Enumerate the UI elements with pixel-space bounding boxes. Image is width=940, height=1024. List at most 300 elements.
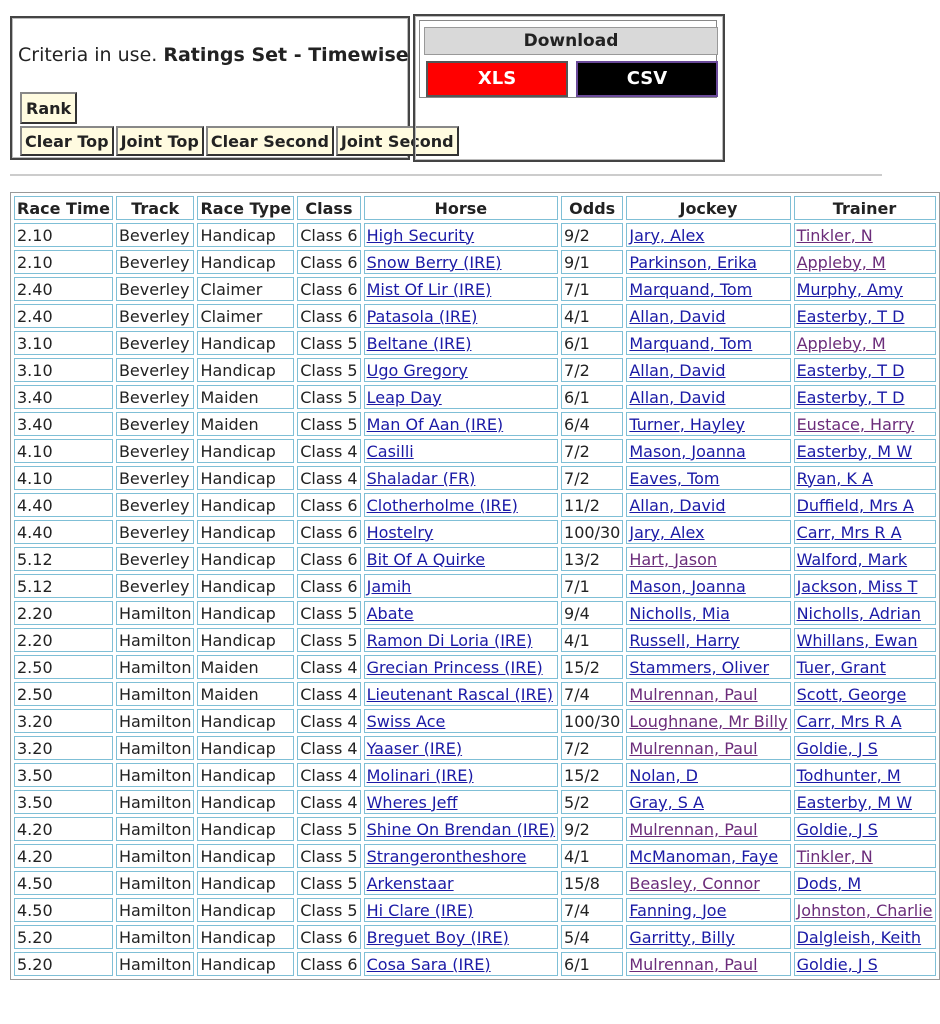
jockey-cell bbox=[626, 844, 790, 868]
race-type-cell: Claimer bbox=[197, 304, 294, 328]
odds-cell: 6/4 bbox=[561, 412, 623, 436]
download-box bbox=[419, 20, 717, 98]
class-cell: Class 4 bbox=[297, 790, 360, 814]
track-cell: Hamilton bbox=[116, 817, 195, 841]
jockey-cell bbox=[626, 385, 790, 409]
race-type-cell: Handicap bbox=[197, 952, 294, 976]
race-type-cell: Maiden bbox=[197, 682, 294, 706]
horse-link[interactable]: Leap Day bbox=[366, 387, 442, 407]
trainer-link[interactable]: Goldie, J S bbox=[796, 819, 878, 839]
odds-cell: 6/1 bbox=[561, 385, 623, 409]
jockey-cell bbox=[626, 304, 790, 328]
trainer-cell bbox=[794, 628, 936, 652]
race-results-table bbox=[10, 192, 940, 980]
race-type-cell: Handicap bbox=[197, 466, 294, 490]
trainer-cell bbox=[794, 466, 936, 490]
trainer-cell bbox=[794, 709, 936, 733]
race-time-cell: 5.12 bbox=[14, 547, 113, 571]
jockey-link[interactable]: Mulrennan, Paul bbox=[629, 819, 758, 839]
jockey-cell bbox=[626, 547, 790, 571]
trainer-link[interactable]: Tuer, Grant bbox=[796, 657, 886, 677]
jockey-link[interactable]: Mulrennan, Paul bbox=[629, 954, 758, 974]
race-type-cell: Maiden bbox=[197, 385, 294, 409]
trainer-cell bbox=[794, 952, 936, 976]
criteria-prefix: Criteria in use. bbox=[18, 44, 158, 66]
race-type-cell: Handicap bbox=[197, 790, 294, 814]
trainer-link[interactable]: Carr, Mrs R A bbox=[796, 711, 902, 731]
odds-cell: 13/2 bbox=[561, 547, 623, 571]
trainer-cell bbox=[794, 358, 936, 382]
trainer-cell bbox=[794, 331, 936, 355]
horse-cell bbox=[364, 952, 558, 976]
trainer-link[interactable]: Easterby, T D bbox=[796, 306, 905, 326]
jockey-cell bbox=[626, 358, 790, 382]
column-header-trainer[interactable]: Trainer bbox=[794, 196, 936, 220]
xls-download-button[interactable]: XLS bbox=[426, 61, 568, 97]
race-time-cell: 2.50 bbox=[14, 682, 113, 706]
jockey-cell bbox=[626, 790, 790, 814]
table-row bbox=[14, 385, 936, 409]
jockey-link[interactable]: Russell, Harry bbox=[629, 630, 740, 650]
class-cell: Class 5 bbox=[297, 871, 360, 895]
track-cell: Beverley bbox=[116, 412, 195, 436]
trainer-cell bbox=[794, 790, 936, 814]
trainer-link[interactable]: Eustace, Harry bbox=[796, 414, 915, 434]
trainer-cell bbox=[794, 385, 936, 409]
trainer-cell bbox=[794, 547, 936, 571]
class-cell: Class 4 bbox=[297, 466, 360, 490]
horse-link[interactable]: Molinari (IRE) bbox=[366, 765, 474, 785]
trainer-cell bbox=[794, 682, 936, 706]
horse-link[interactable]: Clotherholme (IRE) bbox=[366, 495, 518, 515]
race-time-cell: 5.12 bbox=[14, 574, 113, 598]
horse-link[interactable]: Patasola (IRE) bbox=[366, 306, 478, 326]
table-header-row bbox=[14, 196, 936, 220]
horse-cell bbox=[364, 493, 558, 517]
jockey-cell bbox=[626, 574, 790, 598]
horse-cell bbox=[364, 871, 558, 895]
table-row bbox=[14, 250, 936, 274]
trainer-link[interactable]: Carr, Mrs R A bbox=[796, 522, 902, 542]
trainer-cell bbox=[794, 277, 936, 301]
horse-cell bbox=[364, 385, 558, 409]
horse-link[interactable]: Cosa Sara (IRE) bbox=[366, 954, 491, 974]
race-type-cell: Handicap bbox=[197, 520, 294, 544]
jockey-link[interactable]: Beasley, Connor bbox=[629, 873, 760, 893]
jockey-link[interactable]: Turner, Hayley bbox=[629, 414, 745, 434]
table-row bbox=[14, 493, 936, 517]
criteria-panel bbox=[10, 16, 454, 160]
horse-cell bbox=[364, 223, 558, 247]
track-cell: Beverley bbox=[116, 439, 195, 463]
table-row bbox=[14, 682, 936, 706]
jockey-cell bbox=[626, 871, 790, 895]
trainer-cell bbox=[794, 871, 936, 895]
class-cell: Class 6 bbox=[297, 925, 360, 949]
trainer-link[interactable]: Walford, Mark bbox=[796, 549, 908, 569]
horse-link[interactable]: Bit Of A Quirke bbox=[366, 549, 486, 569]
race-type-cell: Handicap bbox=[197, 493, 294, 517]
race-time-cell: 3.10 bbox=[14, 331, 113, 355]
class-cell: Class 6 bbox=[297, 547, 360, 571]
race-time-cell: 3.50 bbox=[14, 763, 113, 787]
horse-link[interactable]: Beltane (IRE) bbox=[366, 333, 472, 353]
jockey-link[interactable]: McManoman, Faye bbox=[629, 846, 779, 866]
class-cell: Class 5 bbox=[297, 898, 360, 922]
rank-button[interactable]: Rank bbox=[20, 92, 77, 124]
track-cell: Hamilton bbox=[116, 898, 195, 922]
trainer-link[interactable]: Appleby, M bbox=[796, 252, 886, 272]
trainer-cell bbox=[794, 250, 936, 274]
race-time-cell: 2.40 bbox=[14, 277, 113, 301]
class-cell: Class 6 bbox=[297, 304, 360, 328]
horse-link[interactable]: Ugo Gregory bbox=[366, 360, 468, 380]
odds-cell: 7/2 bbox=[561, 466, 623, 490]
race-time-cell: 4.50 bbox=[14, 898, 113, 922]
clear-top-button[interactable]: Clear Top bbox=[20, 126, 114, 156]
horse-cell bbox=[364, 844, 558, 868]
trainer-cell bbox=[794, 412, 936, 436]
odds-cell: 100/30 bbox=[561, 520, 623, 544]
odds-cell: 9/2 bbox=[561, 223, 623, 247]
jockey-link[interactable]: Eaves, Tom bbox=[629, 468, 720, 488]
class-cell: Class 6 bbox=[297, 223, 360, 247]
trainer-link[interactable]: Goldie, J S bbox=[796, 738, 878, 758]
table-row bbox=[14, 763, 936, 787]
trainer-link[interactable]: Easterby, M W bbox=[796, 792, 913, 812]
horse-link[interactable]: Mist Of Lir (IRE) bbox=[366, 279, 492, 299]
jockey-link[interactable]: Nicholls, Mia bbox=[629, 603, 730, 623]
odds-cell: 9/1 bbox=[561, 250, 623, 274]
trainer-cell bbox=[794, 925, 936, 949]
class-cell: Class 5 bbox=[297, 844, 360, 868]
race-type-cell: Handicap bbox=[197, 925, 294, 949]
race-time-cell: 4.10 bbox=[14, 439, 113, 463]
track-cell: Beverley bbox=[116, 277, 195, 301]
column-header-odds[interactable]: Odds bbox=[561, 196, 623, 220]
jockey-link[interactable]: Mason, Joanna bbox=[629, 441, 746, 461]
horse-cell bbox=[364, 790, 558, 814]
horse-cell bbox=[364, 898, 558, 922]
table-row bbox=[14, 898, 936, 922]
jockey-link[interactable]: Allan, David bbox=[629, 306, 726, 326]
class-cell: Class 4 bbox=[297, 736, 360, 760]
class-cell: Class 5 bbox=[297, 412, 360, 436]
trainer-cell bbox=[794, 439, 936, 463]
horse-link[interactable]: Grecian Princess (IRE) bbox=[366, 657, 543, 677]
race-type-cell: Handicap bbox=[197, 358, 294, 382]
odds-cell: 4/1 bbox=[561, 844, 623, 868]
race-type-cell: Handicap bbox=[197, 439, 294, 463]
horse-link[interactable]: Abate bbox=[366, 603, 414, 623]
odds-cell: 15/2 bbox=[561, 763, 623, 787]
divider bbox=[10, 174, 882, 176]
jockey-cell bbox=[626, 925, 790, 949]
horse-cell bbox=[364, 304, 558, 328]
trainer-link[interactable]: Ryan, K A bbox=[796, 468, 873, 488]
horse-link[interactable]: Jamih bbox=[366, 576, 412, 596]
jockey-link[interactable]: Allan, David bbox=[629, 360, 726, 380]
trainer-link[interactable]: Johnston, Charlie bbox=[796, 900, 933, 920]
trainer-link[interactable]: Todhunter, M bbox=[796, 765, 901, 785]
jockey-link[interactable]: Parkinson, Erika bbox=[629, 252, 757, 272]
table-row bbox=[14, 412, 936, 436]
track-cell: Beverley bbox=[116, 331, 195, 355]
jockey-cell bbox=[626, 520, 790, 544]
table-row bbox=[14, 601, 936, 625]
table-row bbox=[14, 331, 936, 355]
track-cell: Beverley bbox=[116, 358, 195, 382]
track-cell: Hamilton bbox=[116, 601, 195, 625]
track-cell: Hamilton bbox=[116, 709, 195, 733]
table-row bbox=[14, 466, 936, 490]
table-row bbox=[14, 547, 936, 571]
race-time-cell: 3.10 bbox=[14, 358, 113, 382]
race-type-cell: Handicap bbox=[197, 709, 294, 733]
clear-second-button[interactable]: Clear Second bbox=[206, 126, 334, 156]
odds-cell: 7/4 bbox=[561, 682, 623, 706]
trainer-cell bbox=[794, 817, 936, 841]
horse-cell bbox=[364, 925, 558, 949]
column-header-race-type[interactable]: Race Type bbox=[197, 196, 294, 220]
odds-cell: 7/1 bbox=[561, 574, 623, 598]
horse-link[interactable]: Man Of Aan (IRE) bbox=[366, 414, 504, 434]
column-header-track[interactable]: Track bbox=[116, 196, 195, 220]
trainer-link[interactable]: Appleby, M bbox=[796, 333, 886, 353]
trainer-link[interactable]: Dalgleish, Keith bbox=[796, 927, 922, 947]
column-header-jockey[interactable]: Jockey bbox=[626, 196, 790, 220]
horse-link[interactable]: Arkenstaar bbox=[366, 873, 454, 893]
table-row bbox=[14, 358, 936, 382]
criteria-text bbox=[18, 44, 409, 66]
trainer-link[interactable]: Easterby, M W bbox=[796, 441, 913, 461]
jockey-link[interactable]: Jary, Alex bbox=[629, 522, 705, 542]
trainer-link[interactable]: Goldie, J S bbox=[796, 954, 878, 974]
track-cell: Hamilton bbox=[116, 655, 195, 679]
horse-cell bbox=[364, 628, 558, 652]
trainer-cell bbox=[794, 844, 936, 868]
jockey-link[interactable]: Marquand, Tom bbox=[629, 279, 753, 299]
table-row bbox=[14, 277, 936, 301]
jockey-link[interactable]: Loughnane, Mr Billy bbox=[629, 711, 788, 731]
track-cell: Beverley bbox=[116, 466, 195, 490]
race-time-cell: 2.40 bbox=[14, 304, 113, 328]
trainer-link[interactable]: Tinkler, N bbox=[796, 846, 873, 866]
class-cell: Class 4 bbox=[297, 655, 360, 679]
class-cell: Class 6 bbox=[297, 574, 360, 598]
jockey-cell bbox=[626, 439, 790, 463]
race-type-cell: Handicap bbox=[197, 250, 294, 274]
trainer-link[interactable]: Easterby, T D bbox=[796, 387, 905, 407]
class-cell: Class 4 bbox=[297, 682, 360, 706]
trainer-cell bbox=[794, 493, 936, 517]
jockey-link[interactable]: Allan, David bbox=[629, 495, 726, 515]
jockey-cell bbox=[626, 682, 790, 706]
horse-link[interactable]: Hi Clare (IRE) bbox=[366, 900, 474, 920]
trainer-cell bbox=[794, 736, 936, 760]
odds-cell: 7/1 bbox=[561, 277, 623, 301]
horse-link[interactable]: Strangerontheshore bbox=[366, 846, 527, 866]
trainer-link[interactable]: Tinkler, N bbox=[796, 225, 873, 245]
race-time-cell: 5.20 bbox=[14, 925, 113, 949]
race-time-cell: 4.40 bbox=[14, 493, 113, 517]
odds-cell: 11/2 bbox=[561, 493, 623, 517]
jockey-link[interactable]: Jary, Alex bbox=[629, 225, 705, 245]
table-row bbox=[14, 736, 936, 760]
jockey-cell bbox=[626, 898, 790, 922]
trainer-link[interactable]: Easterby, T D bbox=[796, 360, 905, 380]
race-time-cell: 4.10 bbox=[14, 466, 113, 490]
jockey-link[interactable]: Gray, S A bbox=[629, 792, 704, 812]
trainer-link[interactable]: Whillans, Ewan bbox=[796, 630, 918, 650]
odds-cell: 6/1 bbox=[561, 952, 623, 976]
horse-cell bbox=[364, 709, 558, 733]
trainer-cell bbox=[794, 898, 936, 922]
track-cell: Beverley bbox=[116, 385, 195, 409]
horse-cell bbox=[364, 439, 558, 463]
class-cell: Class 4 bbox=[297, 763, 360, 787]
jockey-link[interactable]: Marquand, Tom bbox=[629, 333, 753, 353]
column-header-race-time[interactable]: Race Time bbox=[14, 196, 113, 220]
trainer-cell bbox=[794, 601, 936, 625]
race-type-cell: Handicap bbox=[197, 763, 294, 787]
race-time-cell: 3.40 bbox=[14, 385, 113, 409]
table-row bbox=[14, 655, 936, 679]
class-cell: Class 5 bbox=[297, 628, 360, 652]
horse-link[interactable]: Snow Berry (IRE) bbox=[366, 252, 502, 272]
joint-top-button[interactable]: Joint Top bbox=[116, 126, 204, 156]
horse-cell bbox=[364, 574, 558, 598]
trainer-cell bbox=[794, 304, 936, 328]
race-time-cell: 2.20 bbox=[14, 628, 113, 652]
csv-download-button[interactable]: CSV bbox=[576, 61, 718, 97]
download-title: Download bbox=[424, 27, 718, 55]
odds-cell: 4/1 bbox=[561, 304, 623, 328]
race-type-cell: Handicap bbox=[197, 601, 294, 625]
jockey-cell bbox=[626, 250, 790, 274]
horse-cell bbox=[364, 763, 558, 787]
horse-link[interactable]: Lieutenant Rascal (IRE) bbox=[366, 684, 553, 704]
horse-cell bbox=[364, 736, 558, 760]
jockey-link[interactable]: Fanning, Joe bbox=[629, 900, 727, 920]
race-type-cell: Maiden bbox=[197, 412, 294, 436]
jockey-link[interactable]: Mason, Joanna bbox=[629, 576, 746, 596]
track-cell: Hamilton bbox=[116, 736, 195, 760]
horse-link[interactable]: Shine On Brendan (IRE) bbox=[366, 819, 556, 839]
track-cell: Beverley bbox=[116, 223, 195, 247]
trainer-cell bbox=[794, 763, 936, 787]
class-cell: Class 6 bbox=[297, 277, 360, 301]
column-header-horse[interactable]: Horse bbox=[364, 196, 558, 220]
class-cell: Class 6 bbox=[297, 250, 360, 274]
track-cell: Hamilton bbox=[116, 682, 195, 706]
odds-cell: 7/2 bbox=[561, 736, 623, 760]
horse-link[interactable]: Ramon Di Loria (IRE) bbox=[366, 630, 533, 650]
race-type-cell: Handicap bbox=[197, 736, 294, 760]
class-cell: Class 6 bbox=[297, 520, 360, 544]
jockey-link[interactable]: Nolan, D bbox=[629, 765, 698, 785]
trainer-cell bbox=[794, 520, 936, 544]
odds-cell: 7/4 bbox=[561, 898, 623, 922]
race-type-cell: Handicap bbox=[197, 331, 294, 355]
jockey-link[interactable]: Garritty, Billy bbox=[629, 927, 735, 947]
jockey-cell bbox=[626, 493, 790, 517]
jockey-link[interactable]: Allan, David bbox=[629, 387, 726, 407]
horse-link[interactable]: Casilli bbox=[366, 441, 414, 461]
horse-link[interactable]: Swiss Ace bbox=[366, 711, 446, 731]
odds-cell: 7/2 bbox=[561, 358, 623, 382]
table-row bbox=[14, 925, 936, 949]
horse-link[interactable]: Yaaser (IRE) bbox=[366, 738, 463, 758]
criteria-button-row bbox=[20, 126, 459, 156]
odds-cell: 5/2 bbox=[561, 790, 623, 814]
trainer-link[interactable]: Jackson, Miss T bbox=[796, 576, 918, 596]
race-time-cell: 2.50 bbox=[14, 655, 113, 679]
odds-cell: 15/8 bbox=[561, 871, 623, 895]
horse-link[interactable]: Wheres Jeff bbox=[366, 792, 458, 812]
horse-link[interactable]: Hostelry bbox=[366, 522, 434, 542]
column-header-class[interactable]: Class bbox=[297, 196, 360, 220]
joint-second-button[interactable]: Joint Second bbox=[336, 126, 459, 156]
race-time-cell: 3.20 bbox=[14, 709, 113, 733]
jockey-cell bbox=[626, 223, 790, 247]
trainer-link[interactable]: Scott, George bbox=[796, 684, 907, 704]
table-row bbox=[14, 709, 936, 733]
race-type-cell: Handicap bbox=[197, 898, 294, 922]
race-type-cell: Claimer bbox=[197, 277, 294, 301]
race-type-cell: Maiden bbox=[197, 655, 294, 679]
horse-cell bbox=[364, 358, 558, 382]
race-time-cell: 2.20 bbox=[14, 601, 113, 625]
track-cell: Beverley bbox=[116, 574, 195, 598]
track-cell: Hamilton bbox=[116, 628, 195, 652]
criteria-set-name: Ratings Set - Timewise bbox=[163, 44, 409, 66]
horse-cell bbox=[364, 817, 558, 841]
race-time-cell: 3.20 bbox=[14, 736, 113, 760]
jockey-link[interactable]: Mulrennan, Paul bbox=[629, 738, 758, 758]
race-time-cell: 3.50 bbox=[14, 790, 113, 814]
jockey-cell bbox=[626, 709, 790, 733]
jockey-cell bbox=[626, 736, 790, 760]
odds-cell: 6/1 bbox=[561, 331, 623, 355]
class-cell: Class 6 bbox=[297, 952, 360, 976]
race-type-cell: Handicap bbox=[197, 223, 294, 247]
trainer-link[interactable]: Nicholls, Adrian bbox=[796, 603, 921, 623]
track-cell: Beverley bbox=[116, 304, 195, 328]
trainer-link[interactable]: Duffield, Mrs A bbox=[796, 495, 914, 515]
odds-cell: 15/2 bbox=[561, 655, 623, 679]
track-cell: Hamilton bbox=[116, 844, 195, 868]
horse-link[interactable]: Shaladar (FR) bbox=[366, 468, 476, 488]
odds-cell: 9/4 bbox=[561, 601, 623, 625]
trainer-link[interactable]: Dods, M bbox=[796, 873, 862, 893]
odds-cell: 9/2 bbox=[561, 817, 623, 841]
horse-cell bbox=[364, 412, 558, 436]
jockey-link[interactable]: Stammers, Oliver bbox=[629, 657, 770, 677]
jockey-cell bbox=[626, 277, 790, 301]
horse-cell bbox=[364, 682, 558, 706]
jockey-link[interactable]: Hart, Jason bbox=[629, 549, 717, 569]
race-type-cell: Handicap bbox=[197, 628, 294, 652]
horse-link[interactable]: Breguet Boy (IRE) bbox=[366, 927, 509, 947]
jockey-link[interactable]: Mulrennan, Paul bbox=[629, 684, 758, 704]
horse-link[interactable]: High Security bbox=[366, 225, 475, 245]
jockey-cell bbox=[626, 817, 790, 841]
race-time-cell: 4.20 bbox=[14, 844, 113, 868]
trainer-link[interactable]: Murphy, Amy bbox=[796, 279, 904, 299]
table-row bbox=[14, 439, 936, 463]
race-type-cell: Handicap bbox=[197, 871, 294, 895]
